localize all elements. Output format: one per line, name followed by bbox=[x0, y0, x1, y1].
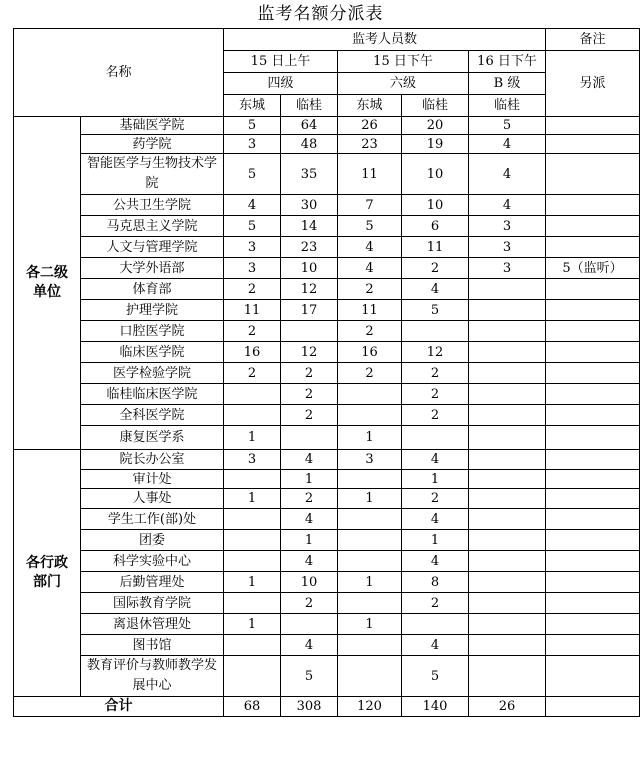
table-row bbox=[14, 195, 640, 216]
count-cell bbox=[338, 551, 402, 572]
count-cell: 30 bbox=[281, 195, 338, 216]
count-cell: 11 bbox=[402, 237, 469, 258]
count-cell: 2 bbox=[224, 279, 281, 300]
count-cell bbox=[469, 405, 546, 426]
count-cell bbox=[469, 321, 546, 342]
count-cell: 48 bbox=[281, 135, 338, 154]
count-cell: 3 bbox=[224, 135, 281, 154]
count-cell: 5 bbox=[224, 216, 281, 237]
remark-cell bbox=[546, 635, 640, 656]
header-campus: 临桂 bbox=[469, 95, 546, 117]
count-cell: 2 bbox=[281, 593, 338, 614]
table-row bbox=[14, 656, 640, 697]
remark-cell bbox=[546, 530, 640, 551]
count-cell: 1 bbox=[281, 530, 338, 551]
count-cell bbox=[224, 509, 281, 530]
count-cell: 4 bbox=[224, 195, 281, 216]
unit-name: 临桂临床医学院 bbox=[81, 384, 224, 405]
count-cell: 6 bbox=[402, 216, 469, 237]
count-cell bbox=[281, 426, 338, 450]
count-cell: 1 bbox=[338, 489, 402, 509]
count-cell: 7 bbox=[338, 195, 402, 216]
unit-name: 审计处 bbox=[81, 470, 224, 489]
count-cell bbox=[402, 426, 469, 450]
count-cell: 10 bbox=[402, 154, 469, 195]
header-name: 名称 bbox=[14, 29, 224, 117]
count-cell: 12 bbox=[402, 342, 469, 363]
count-cell bbox=[469, 572, 546, 593]
unit-name: 公共卫生学院 bbox=[81, 195, 224, 216]
header-level-b: B 级 bbox=[469, 73, 546, 95]
count-cell bbox=[469, 593, 546, 614]
count-cell: 2 bbox=[224, 321, 281, 342]
unit-name: 基础医学院 bbox=[81, 117, 224, 135]
remark-cell bbox=[546, 237, 640, 258]
count-cell: 4 bbox=[402, 279, 469, 300]
table-row bbox=[14, 593, 640, 614]
count-cell bbox=[224, 530, 281, 551]
unit-name: 护理学院 bbox=[81, 300, 224, 321]
count-cell: 3 bbox=[469, 237, 546, 258]
count-cell: 20 bbox=[402, 117, 469, 135]
count-cell: 1 bbox=[224, 572, 281, 593]
unit-name: 图书馆 bbox=[81, 635, 224, 656]
count-cell: 1 bbox=[224, 489, 281, 509]
count-cell: 11 bbox=[338, 300, 402, 321]
unit-name: 院长办公室 bbox=[81, 450, 224, 470]
count-cell: 2 bbox=[338, 321, 402, 342]
count-cell: 8 bbox=[402, 572, 469, 593]
remark-cell bbox=[546, 363, 640, 384]
count-cell bbox=[281, 614, 338, 635]
table-row bbox=[14, 530, 640, 551]
count-cell: 4 bbox=[281, 450, 338, 470]
table-row bbox=[14, 384, 640, 405]
count-cell: 11 bbox=[338, 154, 402, 195]
count-cell: 10 bbox=[281, 258, 338, 279]
count-cell: 5 bbox=[338, 216, 402, 237]
header-level-cet6: 六级 bbox=[338, 73, 469, 95]
count-cell bbox=[281, 321, 338, 342]
count-cell bbox=[469, 489, 546, 509]
remark-cell bbox=[546, 300, 640, 321]
count-cell: 4 bbox=[469, 154, 546, 195]
count-cell: 23 bbox=[281, 237, 338, 258]
count-cell bbox=[224, 551, 281, 572]
unit-name: 全科医学院 bbox=[81, 405, 224, 426]
count-cell: 10 bbox=[402, 195, 469, 216]
count-cell: 3 bbox=[338, 450, 402, 470]
count-cell bbox=[469, 656, 546, 697]
unit-name: 学生工作(部)处 bbox=[81, 509, 224, 530]
count-cell: 12 bbox=[281, 342, 338, 363]
remark-cell bbox=[546, 572, 640, 593]
remark-cell bbox=[546, 614, 640, 635]
group-label-admin: 各行政 部门 bbox=[14, 450, 81, 697]
count-cell: 10 bbox=[281, 572, 338, 593]
table-row bbox=[14, 614, 640, 635]
header-campus: 临桂 bbox=[281, 95, 338, 117]
remark-cell: 5（监听） bbox=[546, 258, 640, 279]
count-cell: 26 bbox=[338, 117, 402, 135]
count-cell: 2 bbox=[281, 363, 338, 384]
table-row bbox=[14, 489, 640, 509]
count-cell: 3 bbox=[224, 450, 281, 470]
unit-name: 口腔医学院 bbox=[81, 321, 224, 342]
count-cell: 4 bbox=[402, 450, 469, 470]
table-row bbox=[14, 405, 640, 426]
table-row bbox=[14, 635, 640, 656]
count-cell: 1 bbox=[224, 614, 281, 635]
count-cell bbox=[469, 300, 546, 321]
count-cell: 5 bbox=[224, 117, 281, 135]
table-title: 监考名额分派表 bbox=[257, 4, 384, 24]
table-row bbox=[14, 321, 640, 342]
count-cell bbox=[469, 509, 546, 530]
count-cell bbox=[338, 593, 402, 614]
count-cell: 19 bbox=[402, 135, 469, 154]
remark-cell bbox=[546, 489, 640, 509]
count-cell: 3 bbox=[469, 258, 546, 279]
count-cell bbox=[469, 530, 546, 551]
count-cell: 4 bbox=[281, 635, 338, 656]
table-row bbox=[14, 237, 640, 258]
table-row bbox=[14, 551, 640, 572]
count-cell: 4 bbox=[281, 509, 338, 530]
count-cell: 2 bbox=[281, 405, 338, 426]
count-cell: 64 bbox=[281, 117, 338, 135]
header-campus: 临桂 bbox=[402, 95, 469, 117]
total-cell: 26 bbox=[469, 697, 546, 717]
count-cell: 2 bbox=[402, 384, 469, 405]
count-cell: 2 bbox=[338, 363, 402, 384]
count-cell: 4 bbox=[402, 551, 469, 572]
count-cell: 4 bbox=[402, 635, 469, 656]
count-cell: 35 bbox=[281, 154, 338, 195]
unit-name: 康复医学系 bbox=[81, 426, 224, 450]
count-cell bbox=[224, 384, 281, 405]
table-row bbox=[14, 258, 640, 279]
remark-cell bbox=[546, 279, 640, 300]
total-label: 合计 bbox=[14, 697, 224, 717]
unit-name: 马克思主义学院 bbox=[81, 216, 224, 237]
unit-name: 人事处 bbox=[81, 489, 224, 509]
count-cell bbox=[469, 384, 546, 405]
count-cell bbox=[469, 635, 546, 656]
count-cell bbox=[338, 509, 402, 530]
count-cell bbox=[469, 470, 546, 489]
unit-name: 后勤管理处 bbox=[81, 572, 224, 593]
unit-name: 离退休管理处 bbox=[81, 614, 224, 635]
count-cell: 5 bbox=[402, 300, 469, 321]
header-proctors: 监考人员数 bbox=[224, 29, 546, 51]
count-cell: 23 bbox=[338, 135, 402, 154]
count-cell bbox=[469, 279, 546, 300]
count-cell: 1 bbox=[338, 426, 402, 450]
count-cell: 1 bbox=[281, 470, 338, 489]
count-cell bbox=[338, 635, 402, 656]
count-cell bbox=[402, 614, 469, 635]
count-cell: 2 bbox=[224, 363, 281, 384]
count-cell: 4 bbox=[281, 551, 338, 572]
count-cell bbox=[469, 551, 546, 572]
unit-name: 教育评价与教师教学发展中心 bbox=[81, 656, 224, 697]
count-cell: 4 bbox=[338, 258, 402, 279]
remark-cell bbox=[546, 509, 640, 530]
remark-cell bbox=[546, 117, 640, 135]
count-cell: 12 bbox=[281, 279, 338, 300]
count-cell bbox=[224, 470, 281, 489]
count-cell bbox=[224, 656, 281, 697]
count-cell: 1 bbox=[402, 530, 469, 551]
header-session-1: 15 日上午 bbox=[224, 51, 338, 73]
count-cell: 3 bbox=[224, 258, 281, 279]
count-cell: 1 bbox=[338, 614, 402, 635]
count-cell bbox=[469, 450, 546, 470]
count-cell: 11 bbox=[224, 300, 281, 321]
table-row bbox=[14, 426, 640, 450]
header-level-cet4: 四级 bbox=[224, 73, 338, 95]
total-cell: 68 bbox=[224, 697, 281, 717]
table-row bbox=[14, 450, 640, 470]
count-cell: 4 bbox=[469, 195, 546, 216]
header-campus: 东城 bbox=[338, 95, 402, 117]
count-cell bbox=[338, 530, 402, 551]
remark-cell bbox=[546, 216, 640, 237]
table-row bbox=[14, 154, 640, 195]
count-cell: 1 bbox=[402, 470, 469, 489]
table-row bbox=[14, 117, 640, 135]
count-cell bbox=[338, 656, 402, 697]
count-cell bbox=[224, 593, 281, 614]
total-cell: 120 bbox=[338, 697, 402, 717]
count-cell bbox=[224, 405, 281, 426]
total-cell: 140 bbox=[402, 697, 469, 717]
table-row bbox=[14, 135, 640, 154]
count-cell: 1 bbox=[224, 426, 281, 450]
total-cell: 308 bbox=[281, 697, 338, 717]
unit-name: 智能医学与生物技术学院 bbox=[81, 154, 224, 195]
count-cell bbox=[469, 614, 546, 635]
unit-name: 医学检验学院 bbox=[81, 363, 224, 384]
count-cell bbox=[224, 635, 281, 656]
header-other: 另派 bbox=[546, 51, 640, 117]
count-cell: 2 bbox=[402, 405, 469, 426]
unit-name: 临床医学院 bbox=[81, 342, 224, 363]
count-cell: 1 bbox=[338, 572, 402, 593]
header-session-3: 16 日下午 bbox=[469, 51, 546, 73]
unit-name: 人文与管理学院 bbox=[81, 237, 224, 258]
proctor-allocation-table bbox=[13, 28, 640, 717]
remark-cell bbox=[546, 450, 640, 470]
remark-cell bbox=[546, 405, 640, 426]
count-cell: 5 bbox=[469, 117, 546, 135]
remark-cell bbox=[546, 426, 640, 450]
header-remark: 备注 bbox=[546, 29, 640, 51]
total-row bbox=[14, 697, 640, 717]
remark-cell bbox=[546, 656, 640, 697]
table-row bbox=[14, 279, 640, 300]
count-cell bbox=[338, 470, 402, 489]
remark-cell bbox=[546, 593, 640, 614]
remark-cell bbox=[546, 384, 640, 405]
count-cell: 2 bbox=[402, 489, 469, 509]
count-cell: 4 bbox=[338, 237, 402, 258]
count-cell bbox=[469, 363, 546, 384]
total-remark-cell bbox=[546, 697, 640, 717]
remark-cell bbox=[546, 470, 640, 489]
count-cell: 2 bbox=[402, 363, 469, 384]
remark-cell bbox=[546, 195, 640, 216]
count-cell: 5 bbox=[281, 656, 338, 697]
count-cell bbox=[469, 426, 546, 450]
count-cell bbox=[338, 405, 402, 426]
remark-cell bbox=[546, 342, 640, 363]
header-session-2: 15 日下午 bbox=[338, 51, 469, 73]
table-row bbox=[14, 300, 640, 321]
group-label-secondary: 各二级 单位 bbox=[14, 117, 81, 450]
count-cell: 2 bbox=[402, 258, 469, 279]
header-campus: 东城 bbox=[224, 95, 281, 117]
table-row bbox=[14, 572, 640, 593]
remark-cell bbox=[546, 135, 640, 154]
count-cell: 2 bbox=[402, 593, 469, 614]
count-cell: 2 bbox=[281, 489, 338, 509]
count-cell bbox=[469, 342, 546, 363]
count-cell bbox=[338, 384, 402, 405]
remark-cell bbox=[546, 154, 640, 195]
unit-name: 药学院 bbox=[81, 135, 224, 154]
table-row bbox=[14, 216, 640, 237]
table-row bbox=[14, 363, 640, 384]
remark-cell bbox=[546, 551, 640, 572]
count-cell: 3 bbox=[469, 216, 546, 237]
unit-name: 团委 bbox=[81, 530, 224, 551]
count-cell: 5 bbox=[402, 656, 469, 697]
count-cell: 17 bbox=[281, 300, 338, 321]
remark-cell bbox=[546, 321, 640, 342]
unit-name: 体育部 bbox=[81, 279, 224, 300]
count-cell: 5 bbox=[224, 154, 281, 195]
unit-name: 大学外语部 bbox=[81, 258, 224, 279]
count-cell: 3 bbox=[224, 237, 281, 258]
count-cell: 2 bbox=[281, 384, 338, 405]
table-row bbox=[14, 470, 640, 489]
unit-name: 国际教育学院 bbox=[81, 593, 224, 614]
count-cell: 2 bbox=[338, 279, 402, 300]
count-cell: 14 bbox=[281, 216, 338, 237]
count-cell: 16 bbox=[338, 342, 402, 363]
count-cell: 16 bbox=[224, 342, 281, 363]
count-cell: 4 bbox=[402, 509, 469, 530]
count-cell bbox=[402, 321, 469, 342]
unit-name: 科学实验中心 bbox=[81, 551, 224, 572]
table-row bbox=[14, 342, 640, 363]
table-row bbox=[14, 509, 640, 530]
count-cell: 4 bbox=[469, 135, 546, 154]
